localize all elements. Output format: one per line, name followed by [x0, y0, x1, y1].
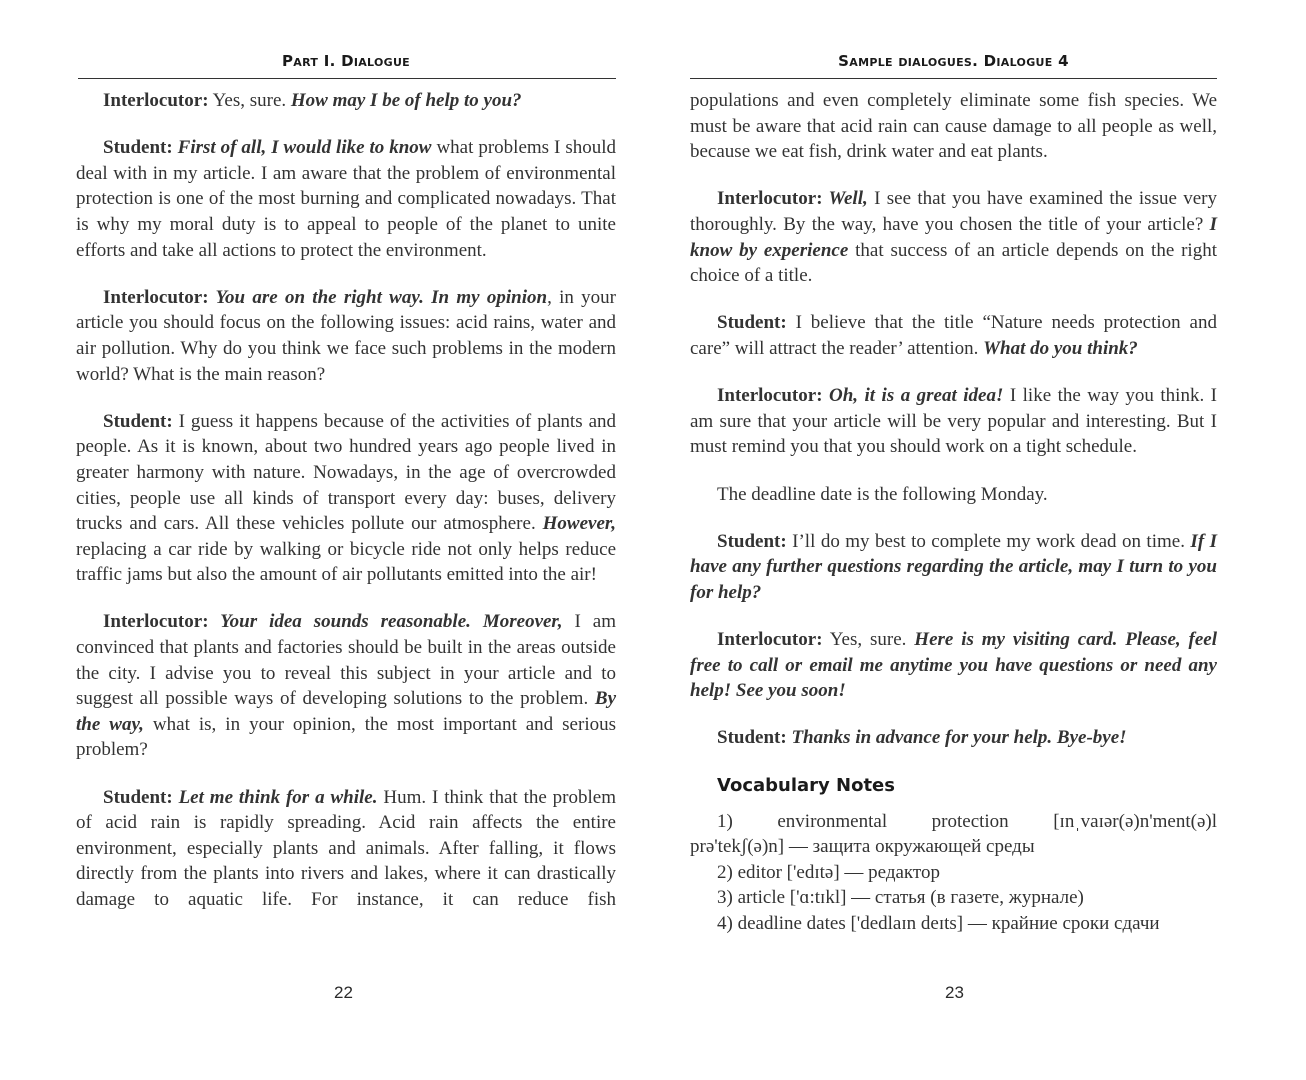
dialogue-text: Yes, sure. — [822, 629, 915, 651]
speaker-label: Interlocutor: — [103, 611, 209, 633]
emphasized-phrase: By the way, — [76, 688, 616, 735]
vocabulary-heading: Vocabulary Notes — [717, 774, 895, 796]
speaker-label: Student: — [717, 312, 787, 334]
speaker-label: Student: — [103, 137, 173, 159]
speaker-label: Interlocutor: — [103, 90, 209, 111]
emphasized-phrase: First of all, I would like to know — [172, 137, 432, 159]
emphasized-phrase: Well, — [822, 188, 868, 210]
emphasized-phrase: How may I be of help to you? — [290, 90, 522, 111]
emphasized-phrase: Oh, it is a great idea! — [822, 385, 1004, 407]
speaker-label: Interlocutor: — [717, 385, 823, 407]
speaker-label: Interlocutor: — [717, 188, 823, 210]
emphasized-phrase: I know by experience — [690, 213, 1217, 261]
speaker-label: Student: — [717, 530, 787, 552]
dialogue-text: I guess it happens because of the activities of plants and people. As it is known, about two hundred years ago people lived in greater harmony with nature. Nowadays, in the age of overcrowded cities, people use all kinds of transport every day: buses, delivery trucks and cars. All these vehicles pollute our atmosphere. — [76, 410, 616, 535]
dialogue-text: I’ll do my best to complete my work dead on time. — [786, 530, 1191, 552]
header-rule — [690, 78, 1217, 79]
dialogue-text: replacing a car ride by walking or bicycle ride not only helps reduce traffic jams but also the amount of air pollutants emitted into the air! — [76, 538, 616, 586]
dialogue-paragraph — [690, 482, 1217, 508]
dialogue-text: Hum. I think that the problem of acid rain is rapidly spreading. Acid rain affects the entire environment, especially plants and animals. After falling, it flows directly from the plants into rivers and lakes, where it can drastically damage to aquatic life. For instance, it can reduce fish — [76, 786, 616, 910]
dialogue-paragraph — [690, 529, 1217, 606]
vocab-item: 3) article ['ɑ:tɪkl] — статья (в газете, журнале) — [717, 887, 1084, 909]
dialogue-paragraph — [76, 88, 616, 114]
emphasized-phrase: If I have any further questions regarding the article, may I turn to you for help? — [690, 530, 1217, 603]
dialogue-paragraph — [76, 609, 616, 763]
speaker-label: Student: — [103, 786, 173, 808]
emphasized-phrase: Here is my visiting card. Please, feel free to call or email me anytime you have questions or need any help! See you soon! — [690, 629, 1217, 702]
continued-paragraph: populations and even completely eliminate some fish species. We must be aware that acid rain can cause damage to all people as well, because we eat fish, drink water and eat plants. — [690, 90, 1217, 163]
speaker-label: Interlocutor: — [103, 286, 209, 308]
speaker-label: Student: — [717, 727, 787, 749]
dialogue-text: I believe that the title “Nature needs protection and care” will attract the reader’ attention. — [690, 312, 1217, 359]
dialogue-paragraph — [690, 383, 1217, 460]
right-page — [653, 0, 1306, 1080]
dialogue-paragraph — [76, 409, 616, 588]
dialogue-paragraph — [76, 785, 616, 913]
dialogue-text: , in your article you should focus on the following issues: acid rains, water and air pollution. Why do you think we face such problems in the modern world? What is the main reason? — [76, 286, 616, 385]
emphasized-phrase: Your idea sounds reasonable. Moreover, — [208, 611, 563, 633]
running-head: Sample dialogues. Dialogue 4 — [838, 52, 1069, 70]
emphasized-phrase: However, — [542, 513, 616, 535]
emphasized-phrase: Thanks in advance for your help. Bye-bye! — [786, 727, 1127, 749]
vocab-item-continuation: prə'tekʃ(ə)n] — защита окружающей среды — [690, 836, 1035, 858]
vocabulary-list — [690, 809, 1217, 937]
body-text — [76, 88, 616, 934]
page-number: 22 — [334, 983, 353, 1002]
dialogue-paragraph — [690, 186, 1217, 288]
speaker-label: Student: — [103, 410, 173, 432]
dialogue-text: The deadline date is the following Monday. — [717, 483, 1048, 505]
dialogue-paragraph — [690, 310, 1217, 361]
emphasized-phrase: Let me think for a while. — [172, 786, 378, 808]
dialogue-paragraph — [76, 285, 616, 387]
dialogue-paragraph — [76, 135, 616, 263]
dialogue-text: what problems I should deal with in my article. I am aware that the problem of environmental protection is one of the most burning and complicated nowadays. That is why my moral duty is to appeal to people of the planet to unite efforts and take all actions to protect the environment. — [76, 137, 616, 261]
vocab-item: 4) deadline dates ['dedlaɪn deɪts] — крайние сроки сдачи — [717, 913, 1160, 934]
emphasized-phrase: You are on the right way. In my opinion — [208, 286, 548, 308]
running-head: Part I. Dialogue — [281, 52, 410, 70]
dialogue-text: I am convinced that plants and factories should be built in the areas outside the city. I advise you to reveal this subject in your article and to suggest all possible ways of developing solutions to the problem. — [76, 611, 616, 710]
dialogue-text: what is, in your opinion, the most important and serious problem? — [76, 713, 616, 761]
dialogue-text: that success of an article depends on the right choice of a title. — [690, 239, 1217, 287]
body-text — [690, 88, 1217, 937]
vocab-item: 1) environmental protection [ɪnˌvaɪər(ə)n'ment(ə)l — [717, 810, 1217, 832]
vocab-item: 2) editor ['edɪtə] — редактор — [717, 861, 940, 883]
dialogue-paragraph — [690, 725, 1217, 751]
speaker-label: Interlocutor: — [717, 629, 823, 651]
dialogue-paragraph — [690, 627, 1217, 704]
header-rule — [78, 78, 616, 79]
dialogue-text: Yes, sure. — [208, 90, 291, 111]
dialogue-text: I see that you have examined the issue very thoroughly. By the way, have you chosen the title of your article? — [690, 188, 1217, 235]
page-number: 23 — [945, 983, 964, 1002]
dialogue-text: I like the way you think. I am sure that your article will be very popular and interesting. But I must remind you that you should work on a tight schedule. — [690, 385, 1217, 458]
emphasized-phrase: What do you think? — [983, 337, 1138, 359]
